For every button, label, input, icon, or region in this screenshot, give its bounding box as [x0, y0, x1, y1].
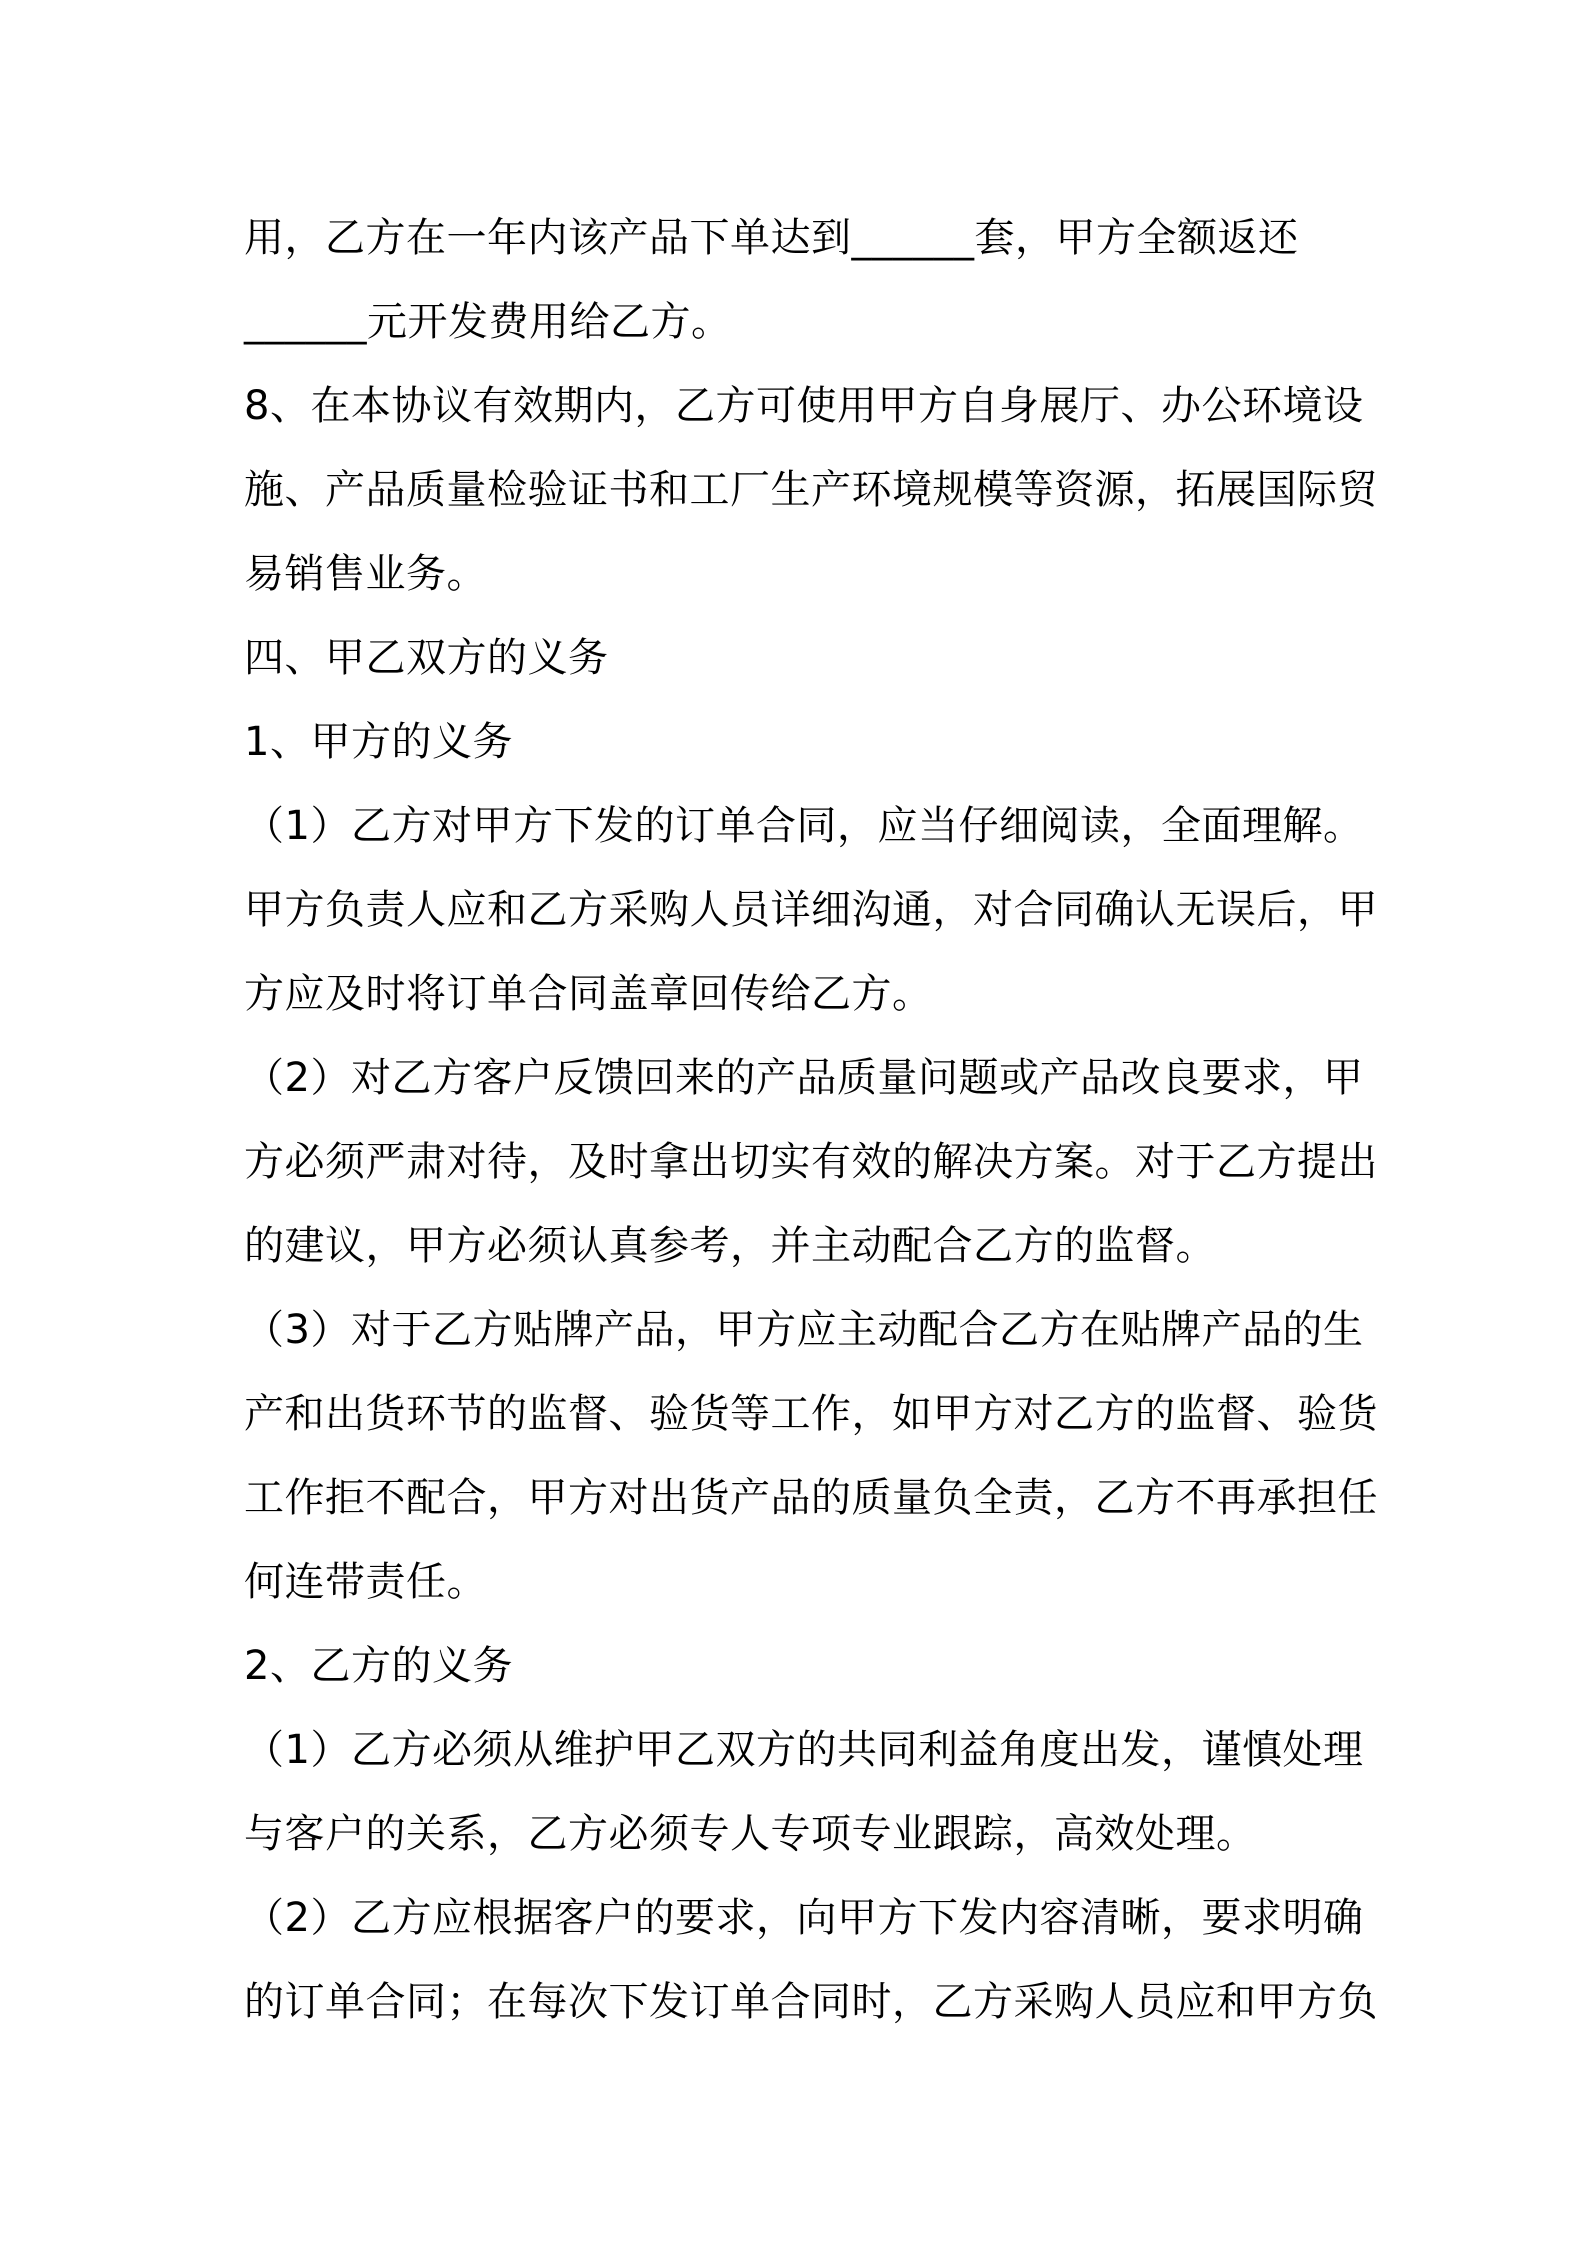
clause-8-line-1: 8、在本协议有效期内，乙方可使用甲方自身展厅、办公环境设 — [244, 383, 1364, 429]
party-a-item-2-line-3: 的建议，甲方必须认真参考，并主动配合乙方的监督。 — [244, 1223, 1216, 1269]
party-a-item-3-line-4: 何连带责任。 — [244, 1559, 487, 1605]
text-line-2: ______元开发费用给乙方。 — [244, 299, 732, 345]
contract-text-body — [244, 196, 1378, 2044]
party-b-item-1-line-1: （1）乙方必须从维护甲乙双方的共同利益角度出发，谨慎处理 — [244, 1727, 1364, 1773]
section-4-heading: 四、甲乙双方的义务 — [244, 635, 609, 681]
text-line-1: 用，乙方在一年内该产品下单达到______套，甲方全额返还 — [244, 215, 1299, 261]
clause-8-line-2: 施、产品质量检验证书和工厂生产环境规模等资源，拓展国际贸 — [244, 467, 1378, 513]
clause-8-line-3: 易销售业务。 — [244, 551, 487, 597]
party-a-item-1-line-1: （1）乙方对甲方下发的订单合同，应当仔细阅读，全面理解。 — [244, 803, 1364, 849]
party-b-item-2-line-2: 的订单合同；在每次下发订单合同时，乙方采购人员应和甲方负 — [244, 1979, 1378, 2025]
party-a-item-1-line-2: 甲方负责人应和乙方采购人员详细沟通，对合同确认无误后，甲 — [244, 887, 1378, 933]
party-b-item-1-line-2: 与客户的关系，乙方必须专人专项专业跟踪，高效处理。 — [244, 1811, 1257, 1857]
party-a-item-3-line-1: （3）对于乙方贴牌产品，甲方应主动配合乙方在贴牌产品的生 — [244, 1307, 1364, 1353]
party-a-item-3-line-3: 工作拒不配合，甲方对出货产品的质量负全责，乙方不再承担任 — [244, 1475, 1378, 1521]
party-a-item-2-line-1: （2）对乙方客户反馈回来的产品质量问题或产品改良要求，甲 — [244, 1055, 1364, 1101]
party-a-item-3-line-2: 产和出货环节的监督、验货等工作，如甲方对乙方的监督、验货 — [244, 1391, 1378, 1437]
party-b-obligations-heading: 2、乙方的义务 — [244, 1643, 513, 1689]
party-a-obligations-heading: 1、甲方的义务 — [244, 719, 513, 765]
party-a-item-2-line-2: 方必须严肃对待，及时拿出切实有效的解决方案。对于乙方提出 — [244, 1139, 1378, 1185]
party-a-item-1-line-3: 方应及时将订单合同盖章回传给乙方。 — [244, 971, 933, 1017]
party-b-item-2-line-1: （2）乙方应根据客户的要求，向甲方下发内容清晰，要求明确 — [244, 1895, 1364, 1941]
